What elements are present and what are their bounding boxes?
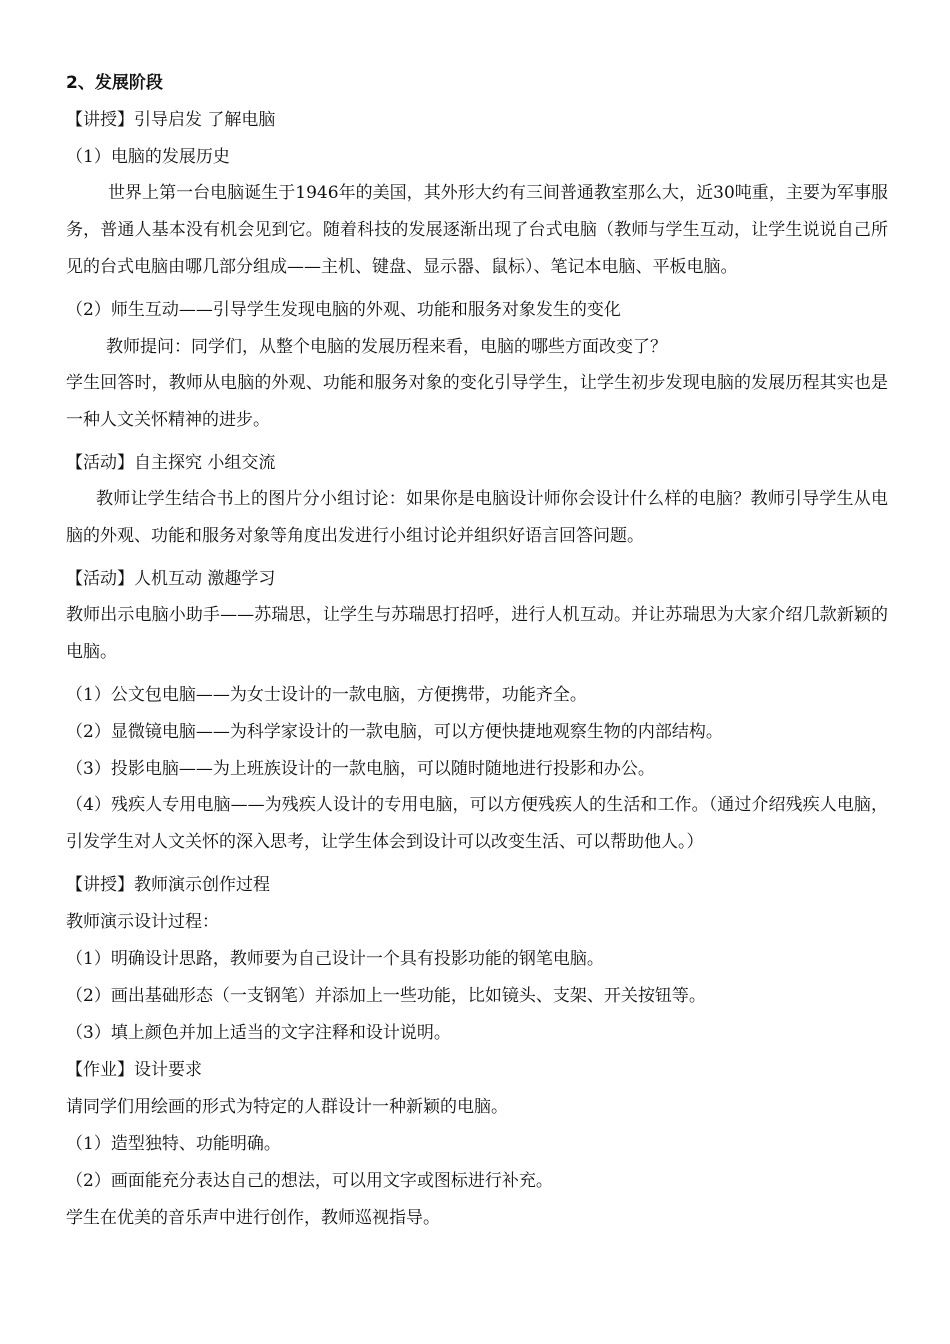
briefcase-computer-item: （1）公文包电脑——为女士设计的一款电脑，方便携带，功能齐全。 [66, 685, 587, 705]
teacher-question: 教师提问：同学们，从整个电脑的发展历程来看，电脑的哪些方面改变了？ [106, 337, 667, 357]
activity-interaction-heading: 【活动】人机互动 激趣学习 [66, 569, 276, 589]
projector-computer-item: （3）投影电脑——为上班族设计的一款电脑，可以随时随地进行投影和办公。 [66, 759, 655, 779]
demo-step-3: （3）填上颜色并加上适当的文字注释和设计说明。 [66, 1023, 451, 1043]
lecture-demo-heading: 【讲授】教师演示创作过程 [66, 875, 270, 895]
activity-explore-heading: 【活动】自主探究 小组交流 [66, 453, 276, 473]
computer-history-paragraph: 世界上第一台电脑诞生于1946年的美国，其外形大约有三间普通教室那么大，近30吨重，主要为军事服务，普通人基本没有机会见到它。随着科技的发展逐渐出现了台式电脑（教师与学生互动，让学生说说自己所见的台式电脑由哪几部分组成——主机、键盘、显示器、鼠标）、笔记本电脑、平板电脑。 [66, 183, 888, 277]
teacher-student-interaction-heading: （2）师生互动——引导学生发现电脑的外观、功能和服务对象发生的变化 [66, 300, 621, 320]
requirement-2: （2）画面能充分表达自己的想法，可以用文字或图标进行补充。 [66, 1171, 553, 1191]
creation-guidance: 学生在优美的音乐声中进行创作，教师巡视指导。 [66, 1208, 440, 1228]
requirement-1: （1）造型独特、功能明确。 [66, 1134, 281, 1154]
demo-step-1: （1）明确设计思路，教师要为自己设计一个具有投影功能的钢笔电脑。 [66, 949, 604, 969]
group-discussion-paragraph: 教师让学生结合书上的图片分小组讨论：如果你是电脑设计师你会设计什么样的电脑？教师引导学生从电脑的外观、功能和服务对象等角度出发进行小组讨论并组织好语言回答问题。 [66, 489, 888, 546]
student-answer-paragraph: 学生回答时，教师从电脑的外观、功能和服务对象的变化引导学生，让学生初步发现电脑的发展历程其实也是一种人文关怀精神的进步。 [66, 373, 888, 430]
document-body [66, 70, 888, 1242]
section-heading: 2、发展阶段 [66, 73, 163, 93]
assistant-intro-paragraph: 教师出示电脑小助手——苏瑞思，让学生与苏瑞思打招呼，进行人机互动。并让苏瑞思为大家介绍几款新颖的电脑。 [66, 605, 888, 662]
disabled-computer-item: （4）残疾人专用电脑——为残疾人设计的专用电脑，可以方便残疾人的生活和工作。（通过介绍残疾人电脑，引发学生对人文关怀的深入思考，让学生体会到设计可以改变生活、可以帮助他人。） [66, 795, 888, 852]
demo-step-2: （2）画出基础形态（一支钢笔）并添加上一些功能，比如镜头、支架、开关按钮等。 [66, 986, 706, 1006]
homework-instruction: 请同学们用绘画的形式为特定的人群设计一种新颖的电脑。 [66, 1097, 508, 1117]
homework-heading: 【作业】设计要求 [66, 1060, 202, 1080]
microscope-computer-item: （2）显微镜电脑——为科学家设计的一款电脑，可以方便快捷地观察生物的内部结构。 [66, 722, 723, 742]
computer-history-heading: （1）电脑的发展历史 [66, 147, 230, 167]
lecture-guide-heading: 【讲授】引导启发 了解电脑 [66, 110, 276, 130]
demo-process-label: 教师演示设计过程： [66, 912, 219, 932]
